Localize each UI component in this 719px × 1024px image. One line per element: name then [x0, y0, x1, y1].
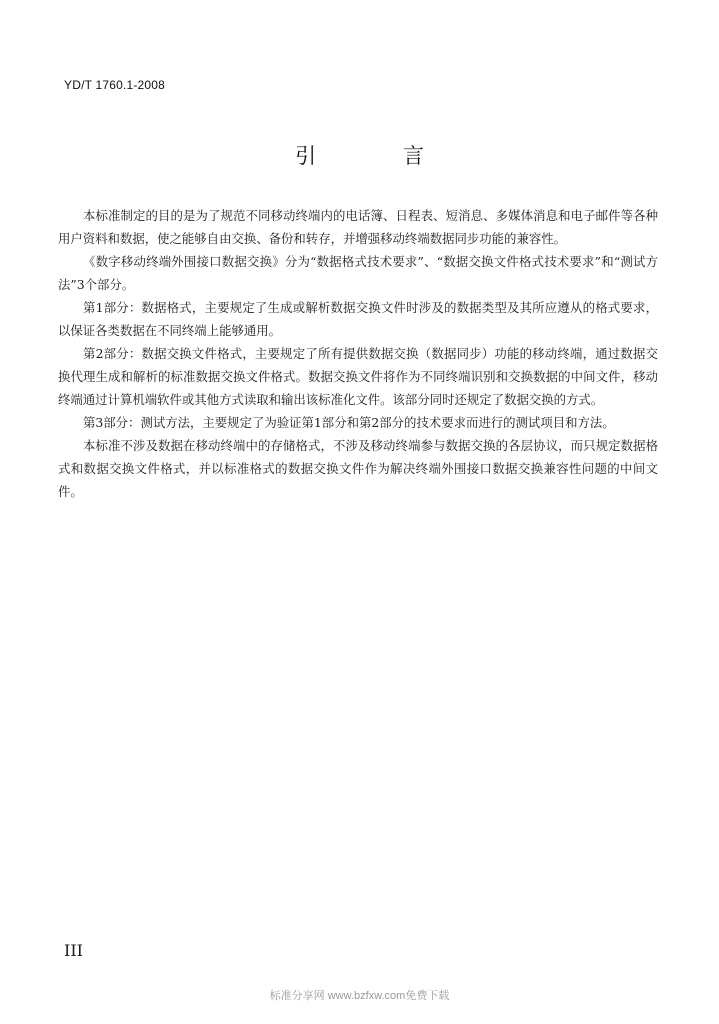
page-title: 引 言 — [295, 144, 464, 168]
paragraph: 第2部分：数据交换文件格式，主要规定了所有提供数据交换（数据同步）功能的移动终端，通过数据交换代理生成和解析的标准数据交换文件格式。数据交换文件将作为不同终端识别和交换数据的中间文件，移动终端通过计算机端软件或其他方式读取和输出该标准化文件。该部分同时还规定了数据交换的方式。 — [58, 346, 658, 407]
paragraph: 《数字移动终端外围接口数据交换》分为“数据格式技术要求”、“数据交换文件格式技术要求”和“测试方法”3个部分。 — [58, 254, 658, 292]
standard-code: YD/T 1760.1-2008 — [64, 78, 166, 92]
introduction-body — [58, 204, 658, 503]
paragraph: 第3部分：测试方法，主要规定了为验证第1部分和第2部分的技术要求而进行的测试项目和方法。 — [83, 415, 615, 430]
page-number: III — [64, 941, 83, 960]
paragraph: 第1部分：数据格式，主要规定了生成或解析数据交换文件时涉及的数据类型及其所应遵从的格式要求，以保证各类数据在不同终端上能够通用。 — [58, 300, 658, 338]
watermark-text: 标准分享网 www.bzfxw.com免费下载 — [269, 990, 450, 1002]
paragraph: 本标准制定的目的是为了规范不同移动终端内的电话簿、日程表、短消息、多媒体消息和电子邮件等各种用户资料和数据，使之能够自由交换、备份和转存，并增强移动终端数据同步功能的兼容性。 — [58, 208, 658, 246]
paragraph: 本标准不涉及数据在移动终端中的存储格式，不涉及移动终端参与数据交换的各层协议，而只规定数据格式和数据交换文件格式，并以标准格式的数据交换文件作为解决终端外围接口数据交换兼容性问题的中间文件。 — [58, 438, 658, 499]
